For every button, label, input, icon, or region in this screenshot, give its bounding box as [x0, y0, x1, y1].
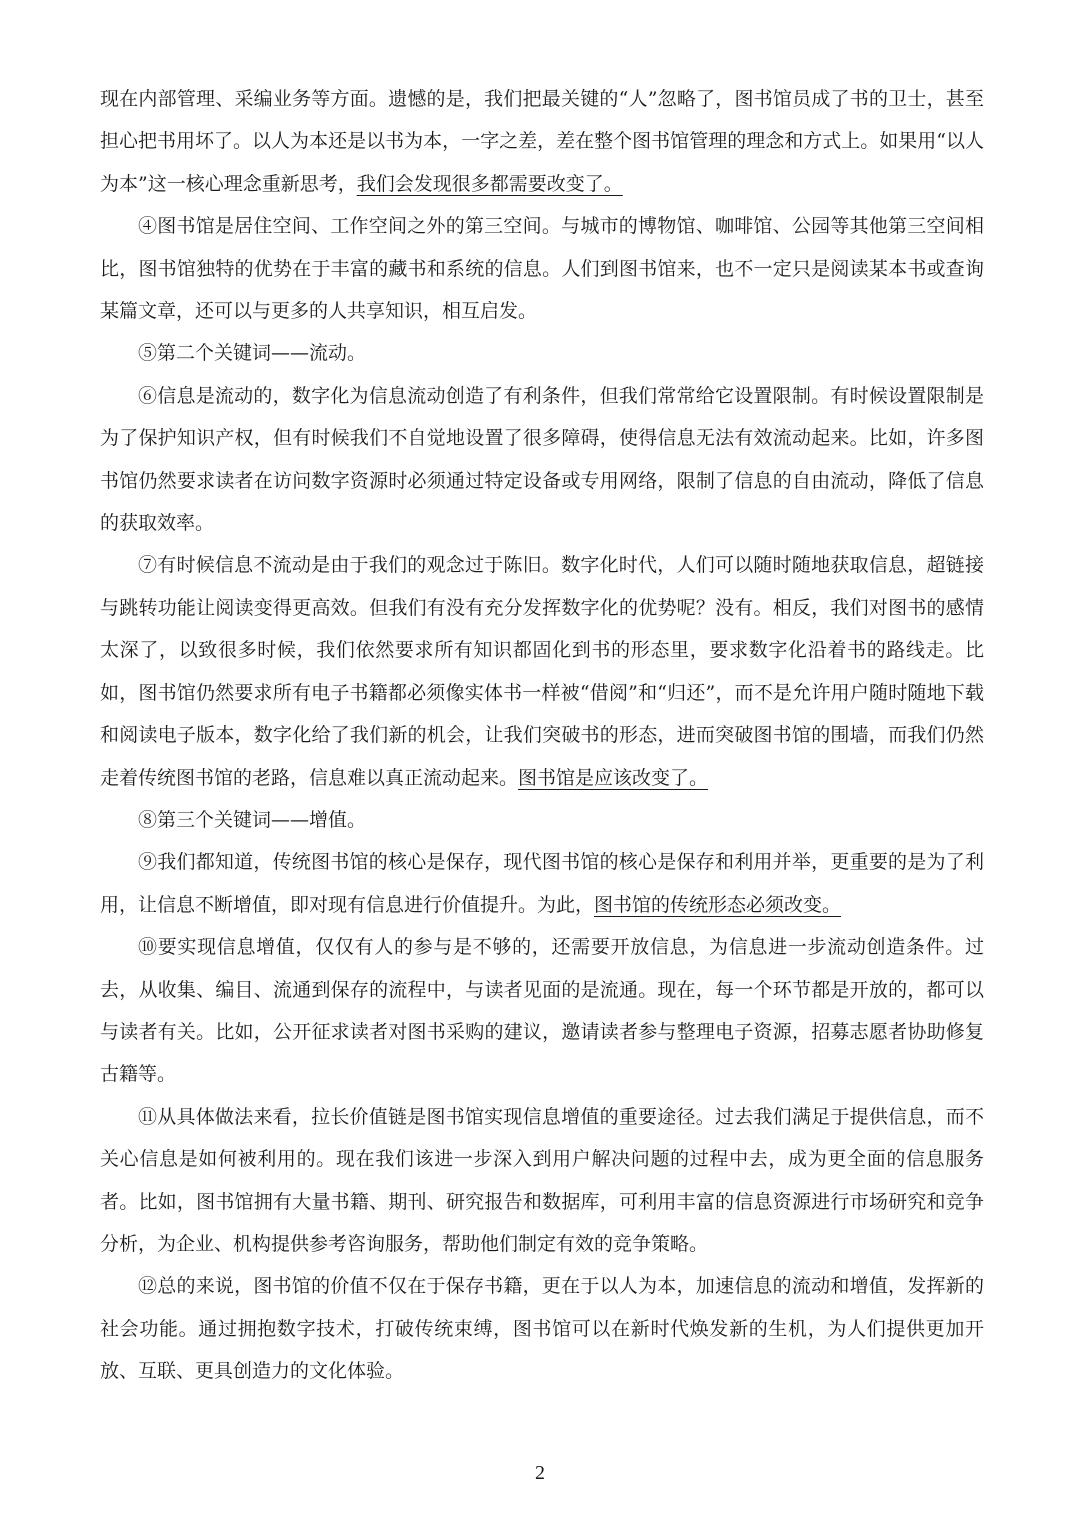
paragraph-text: ⑪从具体做法来看，拉长价值链是图书馆实现信息增值的重要途径。过去我们满足于提供信息，而不关心信息是如何被利用的。现在我们该进一步深入到用户解决问题的过程中去，成为更全面的信息服务者。比如，图书馆拥有大量书籍、期刊、研究报告和数据库，可利用丰富的信息资源进行市场研究和竞争分析，为企业、机构提供参考咨询服务，帮助他们制定有效的竞争策略。 — [100, 1105, 984, 1255]
underlined-sentence: 图书馆的传统形态必须改变。 — [594, 893, 842, 916]
paragraph-text: ⑤第二个关键词——流动。 — [138, 342, 367, 365]
paragraph-text: ⑥信息是流动的，数字化为信息流动创造了有利条件，但我们常常给它设置限制。有时候设置限制是为了保护知识产权，但有时候我们不自觉地设置了很多障碍，使得信息无法有效流动起来。比如，许多图书馆仍然要求读者在访问数字资源时必须通过特定设备或专用网络，限制了信息的自由流动，降低了信息的获取效率。 — [100, 384, 984, 535]
underlined-sentence: 我们会发现很多都需要改变了。 — [356, 172, 623, 195]
paragraph-11 — [100, 1096, 984, 1266]
paragraph-text: ⑦有时候信息不流动是由于我们的观念过于陈旧。数字化时代，人们可以随时随地获取信息，超链接与跳转功能让阅读变得更高效。但我们有没有充分发挥数字化的优势呢？没有。相反，我们对图书的感情太深了，以致很多时候，我们依然要求所有知识都固化到书的形态里，要求数字化沿着书的路线走。比如，图书馆仍然要求所有电子书籍都必须像实体书一样被“借阅”和“归还”，而不是允许用户随时随地下载和阅读电子版本，数字化给了我们新的机会，让我们突破书的形态，进而突破图书馆的围墙，而我们仍然走着传统图书馆的老路，信息难以真正流动起来。 — [100, 554, 984, 789]
paragraph-text: ⑧第三个关键词——增值。 — [138, 808, 367, 831]
paragraph-text: ⑩要实现信息增值，仅仅有人的参与是不够的，还需要开放信息，为信息进一步流动创造条件。过去，从收集、编目、流通到保存的流程中，与读者见面的是流通。现在，每一个环节都是开放的，都可以与读者有关。比如，公开征求读者对图书采购的建议，邀请读者参与整理电子资源，招募志愿者协助修复古籍等。 — [100, 936, 984, 1086]
paragraph-text: ⑨我们都知道，传统图书馆的核心是保存，现代图书馆的核心是保存和利用并举，更重要的是为了利用，让信息不断增值，即对现有信息进行价值提升。为此， — [100, 851, 984, 916]
paragraph-continuation — [100, 78, 984, 205]
paragraph-9 — [100, 841, 984, 926]
paragraph-4 — [100, 205, 984, 332]
paragraph-5 — [100, 332, 984, 374]
underlined-sentence: 图书馆是应该改变了。 — [518, 766, 709, 789]
paragraph-12 — [100, 1265, 984, 1392]
paragraph-6 — [100, 375, 984, 545]
paragraph-text: ④图书馆是居住空间、工作空间之外的第三空间。与城市的博物馆、咖啡馆、公园等其他第三空间相比，图书馆独特的优势在于丰富的藏书和系统的信息。人们到图书馆来，也不一定只是阅读某本书或查询某篇文章，还可以与更多的人共享知识，相互启发。 — [100, 215, 984, 323]
paragraph-7 — [100, 544, 984, 798]
paragraph-10 — [100, 926, 984, 1096]
page-number: 2 — [535, 1462, 545, 1484]
paragraph-text: 现在内部管理、采编业务等方面。遗憾的是，我们把最关键的“人”忽略了，图书馆员成了书的卫士，甚至担心把书用坏了。以人为本还是以书为本，一字之差，差在整个图书馆管理的理念和方式上。如果用“以人为本”这一核心理念重新思考， — [100, 88, 984, 195]
paragraph-8 — [100, 799, 984, 841]
paragraph-text: ⑫总的来说，图书馆的价值不仅在于保存书籍，更在于以人为本，加速信息的流动和增值，发挥新的社会功能。通过拥抱数字技术，打破传统束缚，图书馆可以在新时代焕发新的生机，为人们提供更加开放、互联、更具创造力的文化体验。 — [100, 1275, 984, 1383]
